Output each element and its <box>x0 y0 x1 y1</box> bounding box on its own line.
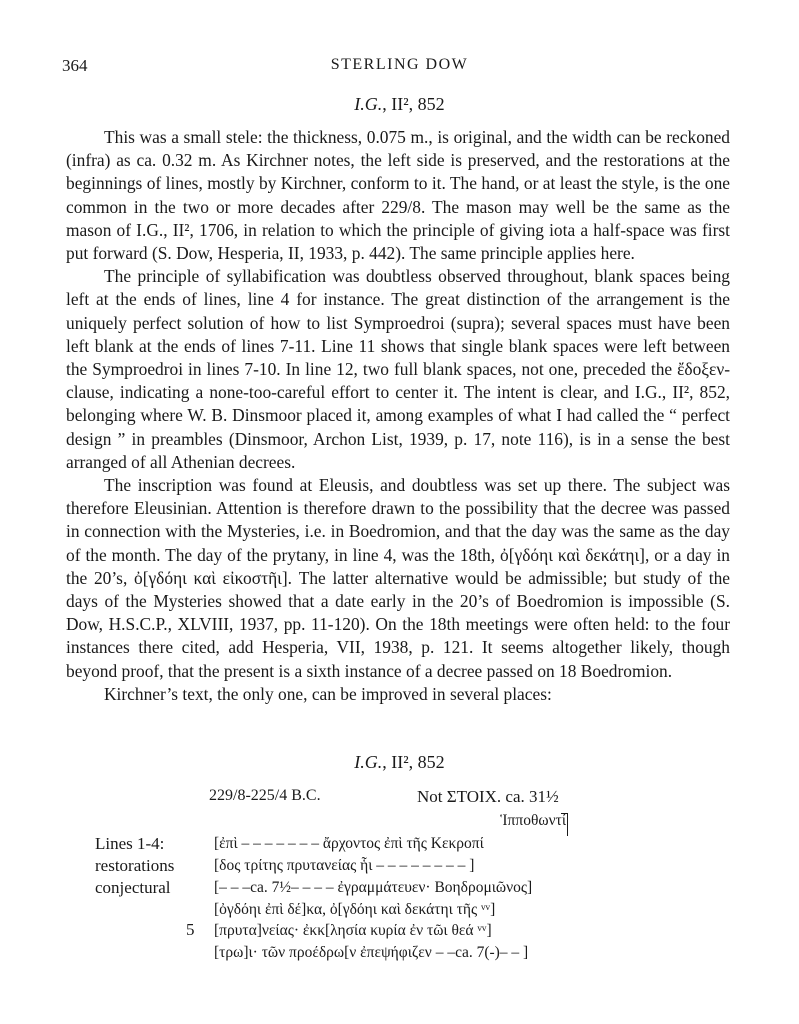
paragraph-3: The inscription was found at Eleusis, and doubtless was set up there. The subject was therefore Eleusinian. Attention is therefore drawn to the possibility that the decree was passed in connection with the Mysteries, i.e. in Boedromion, and that the day was the same as the day of the month. The day of the prytany, in line 4, was the 18th, ὀ[γδόηι καὶ δεκάτηι], or a day in the 20’s, ὀ[γδόηι καὶ εἰκοστῆι]. The latter alternative would be admissible; but study of the days of the Mysteries showed that a date early in the 20’s of Boedromion is impossible (S. Dow, H.S.C.P., XLVIII, 1937, pp. 11-120). On the 18th meetings were often held: to the four instances there cited, add Hesperia, VII, 1938, p. 121. It seems altogether likely, though beyond proof, that the present is a sixth instance of a decree passed on 18 Boedromion. <box>66 475 730 681</box>
inscription-line-6: [τρω]ι· τῶν προέδρω[ν ἐπεψήφιζεν – –ca. 7(-)– – ] <box>214 944 529 961</box>
heading-ig: I.G. <box>354 94 383 114</box>
line-number-5: 5 <box>186 920 195 939</box>
paragraph-4: Kirchner’s text, the only one, can be improved in several places: <box>104 683 552 704</box>
paragraph-2: The principle of syllabification was doubtless observed throughout, blank spaces being left at the ends of lines, line 4 for instance. The great distinction of the arrangement is the uniquely perfect solution of how to list Symproedroi (supra); several spaces must have been left blank at the ends of lines 7-11. Line 11 shows that single blank spaces were left between the Symproedroi in lines 7-10. In line 12, two full blank spaces, not one, preceded the ἔδοξεν-clause, indicating a none-too-careful effort to center it. The intent is clear, and I.G., II², 852, belonging where W. B. Dinsmoor placed it, among examples of what I had called the “ perfect design ” in preambles (Dinsmoor, Archon List, 1939, p. 17, note 116), is in a sense the best arranged of all Athenian decrees. <box>66 266 730 472</box>
running-title: STERLING DOW <box>330 56 469 73</box>
inscription-line-5: [πρυτα]νείας· ἐκκ[λησία κυρία ἐν τῶι θεά ᵛᵛ] <box>214 922 492 939</box>
page-number: 364 <box>62 56 88 75</box>
inscription-line-1: [ἐπὶ – – – – – – – ἄρχοντος ἐπὶ τῆς Κεκροπί <box>214 835 484 852</box>
section-heading <box>0 94 799 115</box>
heading-ref: , II², 852 <box>382 94 445 114</box>
inscription-line-2: [δος τρίτης πρυτανείας ἧι – – – – – – – – ] <box>214 857 475 874</box>
inscription-heading-ref: , II², 852 <box>382 752 445 772</box>
annotation-line-3: conjectural <box>95 878 171 897</box>
body-text <box>66 126 730 706</box>
inscription-heading-ig: I.G. <box>354 752 383 772</box>
inscription-heading <box>0 752 799 773</box>
stoichedon-note: Not ΣΤΟΙΧ. ca. 31½ <box>417 787 559 806</box>
annotation-line-2: restorations <box>95 856 175 875</box>
running-head <box>62 56 737 80</box>
inscription-line-3: [– – –ca. 7½– – – – ἐγραμμάτευεν· Βοηδρομιῶνος] <box>214 879 533 896</box>
inscription-line-4: [ὀγδόηι ἐπὶ δέ]κα, ὀ[γδόηι καὶ δεκάτηι τῆς ᵛᵛ] <box>214 901 496 918</box>
annotation-line-1: Lines 1-4: <box>95 834 165 853</box>
inscription-date: 229/8-225/4 B.C. <box>209 787 321 804</box>
paragraph-1: This was a small stele: the thickness, 0.075 m., is original, and the width can be reckoned (infra) as ca. 0.32 m. As Kirchner notes, the left side is preserved, and the restorations at the beginnings of lines, mostly by Kirchner, conform to it. The hand, or at least the style, is the one common in the two or more decades after 229/8. The mason may well be the same as the mason of I.G., II², 1706, in relation to which the principle of giving iota a half-space was first put forward (S. Dow, Hesperia, II, 1933, p. 442). The same principle applies here. <box>66 127 730 264</box>
inscription-line-heading: Ἱπποθωντί <box>500 812 566 829</box>
